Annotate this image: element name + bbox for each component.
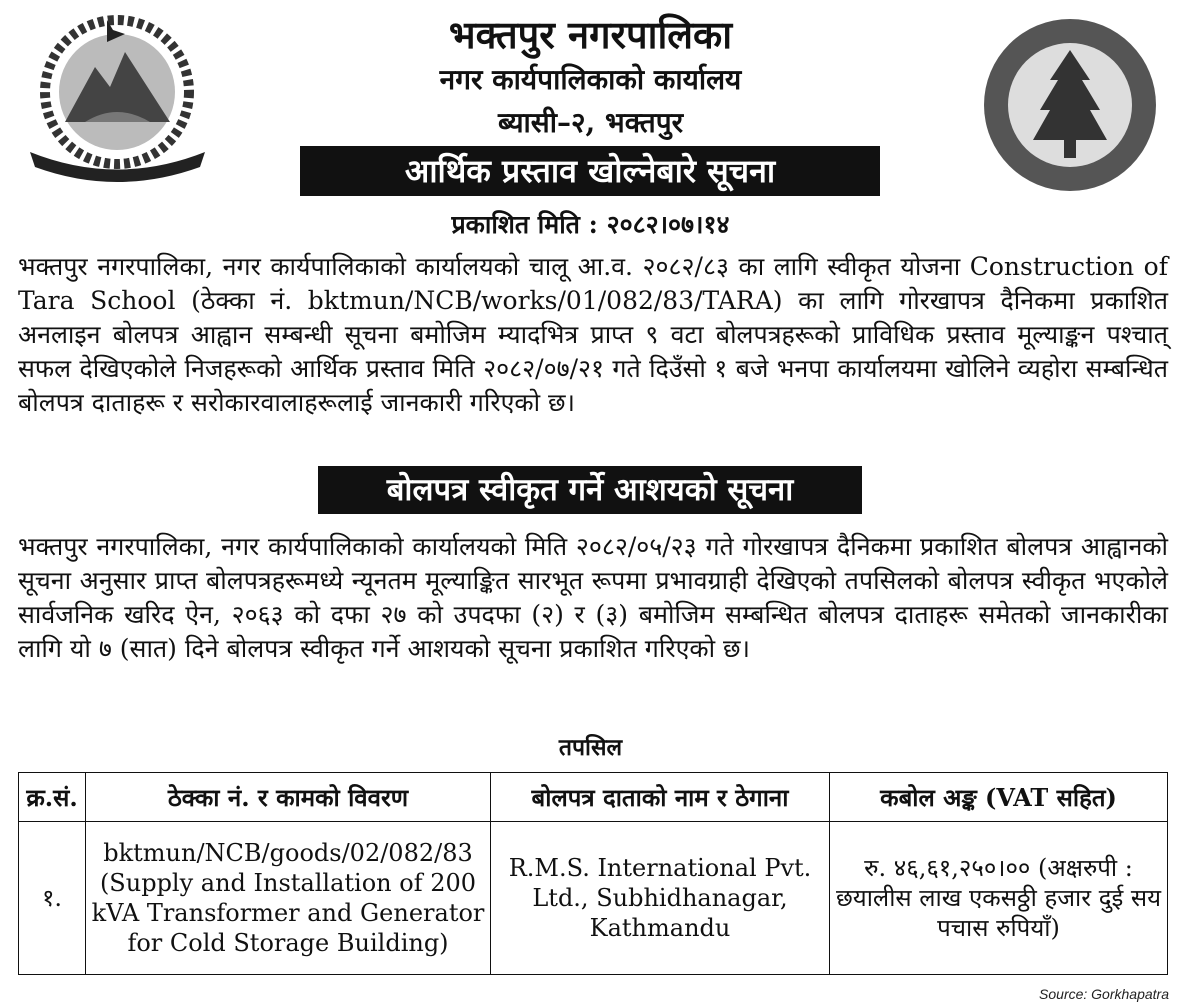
table-caption: तपसिल — [558, 734, 623, 761]
notice1-heading: आर्थिक प्रस्ताव खोल्नेबारे सूचना — [300, 146, 880, 196]
office-address: ब्यासी–२, भक्तपुर — [497, 106, 684, 139]
notice2-heading: बोलपत्र स्वीकृत गर्ने आशयको सूचना — [318, 466, 862, 514]
cell-bidder: R.M.S. International Pvt. Ltd., Subhidhanagar, Kathmandu — [491, 822, 830, 975]
cell-serial: १. — [19, 822, 86, 975]
notice2-body: भक्तपुर नगरपालिका, नगर कार्यपालिकाको कार्यालयको मिति २०८२/०५/२३ गते गोरखापत्र दैनिकमा प्रकाशित बोलपत्र आह्वानको सूचना अनुसार प्राप्त बोलपत्रहरूमध्ये न्यूनतम मूल्याङ्कित सारभूत रूपमा प्रभावग्राही देखिएको तपसिलको बोलपत्र स्वीकृत भएकोले सार्वजनिक खरिद ऐन, २०६३ को दफा २७ को उपदफा (२) र (३) बमोजिम सम्बन्धित बोलपत्र दाताहरू समेतको जानकारीका लागि यो ७ (सात) दिने बोलपत्र स्वीकृत गर्ने आशयको सूचना प्रकाशित गरिएको छ। — [18, 532, 1168, 663]
header-bidder: बोलपत्र दाताको नाम र ठेगाना — [491, 773, 830, 822]
bid-acceptance-table — [18, 772, 1168, 975]
cell-amount: रु. ४६,६१,२५०।०० (अक्षरुपी : छयालीस लाख एकसठ्ठी हजार दुई सय पचास रुपियाँ) — [830, 822, 1168, 975]
table-header-row — [19, 773, 1168, 822]
source-credit: Source: Gorkhapatra — [1039, 986, 1169, 1002]
header-serial: क्र.सं. — [19, 773, 86, 822]
cell-contract: bktmun/NCB/goods/02/082/83 (Supply and Installation of 200 kVA Transformer and Generator for Cold Storage Building) — [86, 822, 491, 975]
header-amount: कबोल अङ्क (VAT सहित) — [830, 773, 1168, 822]
table-row — [19, 822, 1168, 975]
office-name: नगर कार्यपालिकाको कार्यालय — [439, 63, 742, 96]
published-date: प्रकाशित मिति : २०८२।०७।१४ — [451, 210, 730, 239]
notice1-body: भक्तपुर नगरपालिका, नगर कार्यपालिकाको कार्यालयको चालू आ.व. २०८२/८३ का लागि स्वीकृत योजना Construction of Tara School (ठेक्का नं. bktmun/NCB/works/01/082/83/TARA) का लागि गोरखापत्र दैनिकमा प्रकाशित अनलाइन बोलपत्र आह्वान सम्बन्धी सूचना बमोजिम म्यादभित्र प्राप्त ९ वटा बोलपत्रहरूको प्राविधिक प्रस्ताव मूल्याङ्कन पश्चात् सफल देखिएकोले निजहरूको आर्थिक प्रस्ताव मिति २०८२/०७/२१ गते दिउँसो १ बजे भनपा कार्यालयमा खोलिने व्यहोरा सम्बन्धित बोलपत्र दाताहरू र सरोकारवालाहरूलाई जानकारी गरिएको छ। — [18, 252, 1168, 417]
municipality-name: भक्तपुर नगरपालिका — [448, 12, 733, 57]
header-contract: ठेक्का नं. र कामको विवरण — [86, 773, 491, 822]
